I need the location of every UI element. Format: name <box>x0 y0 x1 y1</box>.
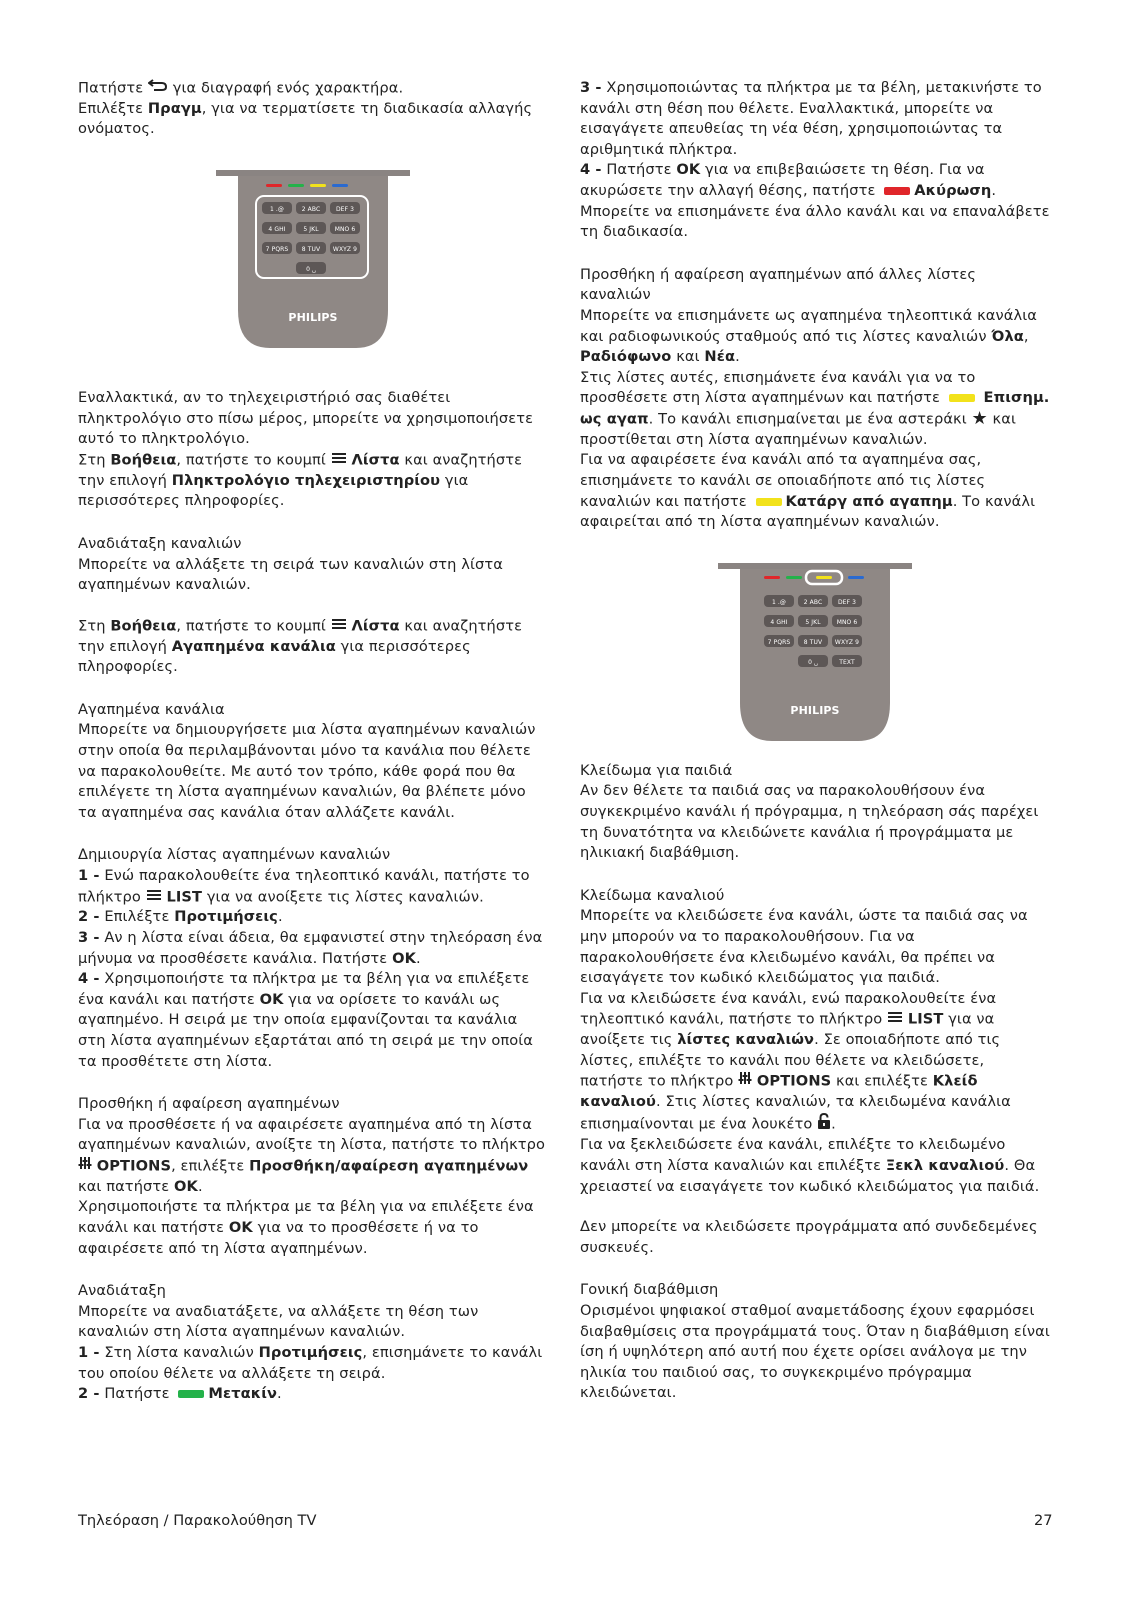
list-icon <box>331 616 347 637</box>
remote-control-illustration <box>718 563 912 743</box>
term: OK <box>259 990 284 1008</box>
text: , πατήστε το κουμπί <box>176 617 326 635</box>
text: και πατήστε <box>78 1177 170 1195</box>
step <box>78 969 548 1072</box>
text: Πατήστε <box>104 1385 170 1403</box>
text: για να ορίσετε το κανάλι ως αγαπημένο. Η σειρά με την οποία εμφανίζονται τα κανάλια στη λίστα αγαπημένων εξαρτάται από τη σειρά με την οποία τα προσθέτετε στη λίστα. <box>78 990 534 1070</box>
paragraph <box>78 99 548 140</box>
key-label: WXYZ 9 <box>834 638 860 646</box>
text: . Στις λίστες καναλιών, τα κλειδωμένα κανάλια επισημαίνονται με ένα λουκέτο <box>580 1093 1011 1133</box>
paragraph <box>78 1115 548 1198</box>
step-number: 1 - <box>78 1344 100 1362</box>
yellow-key-icon <box>949 394 975 402</box>
step-number: 3 - <box>78 929 100 947</box>
text: . Σε οποιαδήποτε από τις λίστες, επιλέξτε το κανάλι που θέλετε να κλειδώσετε, πατήστε το πλήκτρο <box>580 1031 1001 1090</box>
list-icon <box>887 1009 903 1030</box>
key-label: 1 .@ <box>269 206 285 214</box>
term: OPTIONS <box>96 1157 172 1175</box>
step <box>78 1384 548 1405</box>
key-label: WXYZ 9 <box>332 246 358 254</box>
text: Για να κλειδώσετε ένα κανάλι, ενώ παρακολουθείτε ένα τηλεοπτικό κανάλι, πατήστε το πλήκτρο <box>580 989 997 1028</box>
section-heading: Αγαπημένα κανάλια <box>78 700 225 718</box>
options-icon <box>78 1156 92 1177</box>
text: και αναζητήστε την επιλογή <box>78 451 523 489</box>
term: Πληκτρολόγιο τηλεχειριστηρίου <box>171 471 441 489</box>
text: , επιλέξτε <box>171 1157 245 1175</box>
brand-logo: PHILIPS <box>288 311 338 325</box>
paragraph: Ορισμένοι ψηφιακοί σταθμοί αναμετάδοσης έχουν εφαρμόσει διαβαθμίσεις στα προγράμματά τους. Όταν η διαβάθμιση είναι ίση ή υψηλότερη από αυτή που έχετε ορίσει ανάλογα με την ηλικία του παιδιού σας, το συγκεκριμένο πρόγραμμα κλειδώνεται. <box>580 1302 1050 1402</box>
step <box>78 1343 548 1384</box>
key-label: 8 TUV <box>301 246 321 254</box>
text: για περισσότερες πληροφορίες. <box>78 637 471 676</box>
term: Λίστα <box>351 617 400 635</box>
step-number: 2 - <box>78 908 100 926</box>
section-heading: Κλείδωμα για παιδιά <box>580 761 733 779</box>
paragraph: Εναλλακτικά, αν το τηλεχειριστήριό σας διαθέτει πληκτρολόγιο στο πίσω μέρος, μπορείτε να χρησιμοποιήσετε αυτό το πληκτρολόγιο. <box>78 389 534 448</box>
remote-control-illustration <box>216 170 410 350</box>
text: και <box>676 348 700 366</box>
text: για να ανοίξετε τις <box>580 1010 995 1049</box>
footer-section-title: Τηλεόραση / Παρακολούθηση TV <box>78 1512 317 1529</box>
key-label: 1 .@ <box>771 598 787 606</box>
text: . Θα χρειαστεί να εισαγάγετε τον κωδικό κλειδώματος για παιδιά. <box>580 1157 1040 1195</box>
paragraph: Μπορείτε να κλειδώσετε ένα κανάλι, ώστε τα παιδιά σας να μην μπορούν να το παρακολουθήσουν. Για να παρακολουθήσετε ένα κλειδωμένο κανάλι, θα πρέπει να εισαγάγετε τον κωδικό κλειδώματος για παιδιά. <box>580 907 1028 987</box>
paragraph: Αν δεν θέλετε τα παιδιά σας να παρακολουθήσουν ένα συγκεκριμένο κανάλι ή πρόγραμμα, η τηλεόραση σάς παρέχει τη δυνατότητα να κλειδώνετε κανάλια ή προγράμματα με ηλικιακή διαβάθμιση. <box>580 782 1039 862</box>
term: Ξεκλ καναλιού <box>885 1157 1005 1175</box>
text: . <box>197 1177 203 1195</box>
section-heading: Προσθήκη ή αφαίρεση αγαπημένων από άλλες λίστες καναλιών <box>580 265 977 304</box>
text: , για να τερματίσετε τη διαδικασία αλλαγής ονόματος. <box>78 99 533 138</box>
term: Βοήθεια <box>110 617 177 635</box>
brand-logo: PHILIPS <box>790 703 840 717</box>
step-number: 2 - <box>78 1385 100 1403</box>
paragraph <box>580 306 1050 368</box>
text: Αν η λίστα είναι άδεια, θα εμφανιστεί στην τηλεόραση ένα μήνυμα να προσθέσετε κανάλια. Πατήστε <box>78 929 543 967</box>
text: και προστίθεται στη λίστα αγαπημένων καναλιών. <box>580 410 1016 448</box>
term: Προτιμήσεις <box>258 1344 363 1362</box>
key-label: TEXT <box>839 658 855 666</box>
list-icon <box>331 450 347 471</box>
step <box>78 907 548 928</box>
paragraph <box>78 78 548 99</box>
paragraph <box>580 368 1050 451</box>
text: Μπορείτε να επισημάνετε ως αγαπημένα τηλεοπτικά κανάλια και ραδιοφωνικούς σταθμούς από τις λίστες καναλιών <box>580 306 1037 345</box>
section-heading: Αναδιάταξη <box>78 1282 167 1300</box>
key-label: 2 ABC <box>301 206 321 214</box>
text: για περισσότερες πληροφορίες. <box>78 471 469 510</box>
term: OK <box>228 1219 253 1237</box>
term: Πραγμ <box>147 99 202 117</box>
text: Χρησιμοποιώντας τα πλήκτρα με τα βέλη, μετακινήστε το κανάλι στη θέση που θέλετε. Εναλλακτικά, μπορείτε να εισαγάγετε απευθείας τη νέα θέση, χρησιμοποιώντας τα αριθμητικά πλήκτρα. <box>580 79 1042 158</box>
paragraph: Μπορείτε να αλλάξετε τη σειρά των καναλιών στη λίστα αγαπημένων καναλιών. <box>78 555 503 594</box>
paragraph <box>580 989 1050 1136</box>
paragraph: Μπορείτε να αναδιατάξετε, να αλλάξετε τη θέση των καναλιών στη λίστα αγαπημένων καναλιών. <box>78 1302 479 1341</box>
section-heading: Γονική διαβάθμιση <box>580 1281 719 1299</box>
green-key-icon <box>178 1390 204 1398</box>
text: Για να αφαιρέσετε ένα κανάλι από τα αγαπημένα σας, επισημάνετε το κανάλι σε οποιαδήποτε από τις λίστες καναλιών και πατήστε <box>580 451 986 510</box>
paragraph: Μπορείτε να δημιουργήσετε μια λίστα αγαπημένων καναλιών στην οποία θα περιλαμβάνονται μόνο τα κανάλια που θέλετε να παρακολουθείτε. Με αυτό τον τρόπο, κάθε φορά που θα επιλέγετε τη λίστα αγαπημένων καναλιών, θα βλέπετε μόνο τα αγαπημένα σας κανάλια όταν αλλάζετε κανάλι. <box>78 721 536 821</box>
text: Στη <box>78 617 106 635</box>
right-column <box>580 78 1050 1404</box>
key-label: 0 ␣ <box>808 658 818 666</box>
text: . <box>831 1115 836 1133</box>
text: Πατήστε <box>606 161 672 179</box>
text: , επισημάνετε το κανάλι του οποίου θέλετε να αλλάξετε τη σειρά. <box>78 1344 543 1382</box>
back-icon <box>148 78 168 99</box>
paragraph <box>78 450 548 512</box>
text: . Το κανάλι αφαιρείται από τη λίστα αγαπημένων καναλιών. <box>580 492 1036 531</box>
key-label: 7 PQRS <box>265 246 289 254</box>
term: λίστες καναλιών <box>677 1031 815 1049</box>
term: LIST <box>166 887 203 905</box>
text: . <box>735 348 740 366</box>
term: Ακύρωση <box>914 181 992 199</box>
key-label: 5 JKL <box>303 226 319 234</box>
text: Ενώ παρακολουθείτε ένα τηλεοπτικό κανάλι, πατήστε το πλήκτρο <box>78 866 530 905</box>
paragraph: Δεν μπορείτε να κλειδώσετε προγράμματα από συνδεδεμένες συσκευές. <box>580 1218 1038 1256</box>
list-icon <box>146 887 162 908</box>
section-heading: Κλείδωμα καναλιού <box>580 886 725 904</box>
text: και επιλέξτε <box>836 1072 928 1090</box>
key-label: 2 ABC <box>803 598 823 606</box>
left-column <box>78 78 548 1405</box>
key-label: MNO 6 <box>836 618 858 626</box>
text: Επιλέξτε <box>104 908 170 926</box>
step <box>78 866 548 907</box>
key-label: 7 PQRS <box>767 638 791 646</box>
text: για να επιβεβαιώσετε τη θέση. Για να ακυρώσετε την αλλαγή θέσης, πατήστε <box>580 161 985 199</box>
term: Προτιμήσεις <box>174 908 278 926</box>
term: OK <box>392 949 416 967</box>
step <box>580 78 1050 160</box>
text: . <box>415 949 421 967</box>
term: Λίστα <box>351 451 400 469</box>
section-heading: Αναδιάταξη καναλιών <box>78 534 242 552</box>
text: , <box>1023 327 1029 345</box>
text: Στις λίστες αυτές, επισημάνετε ένα κανάλι για να το προσθέσετε στη λίστα αγαπημένων και πατήστε <box>580 368 976 407</box>
step-number: 3 - <box>580 79 602 96</box>
key-label: 0 ␣ <box>306 266 316 274</box>
text: Επιλέξτε <box>78 99 144 117</box>
step-number: 4 - <box>580 161 602 179</box>
key-label: 4 GHI <box>268 226 286 234</box>
term: OPTIONS <box>756 1072 832 1090</box>
section-heading: Δημιουργία λίστας αγαπημένων καναλιών <box>78 846 391 864</box>
term: Όλα <box>991 327 1024 345</box>
page-number: 27 <box>1034 1512 1053 1529</box>
red-key-icon <box>884 187 910 195</box>
text: και αναζητήστε την επιλογή <box>78 617 523 655</box>
term: Ραδιόφωνο <box>580 348 672 366</box>
text: Για να προσθέσετε ή να αφαιρέσετε αγαπημένα από τη λίστα αγαπημένων καναλιών, ανοίξτε τη λίστα, πατήστε το πλήκτρο <box>78 1115 546 1154</box>
term: Προσθήκη/αφαίρεση αγαπημένων <box>249 1157 529 1175</box>
section-heading: Προσθήκη ή αφαίρεση αγαπημένων <box>78 1095 340 1113</box>
term: LIST <box>907 1010 944 1028</box>
text: για να το προσθέσετε ή να το αφαιρέσετε από τη λίστα αγαπημένων. <box>78 1219 479 1257</box>
text: Πατήστε <box>78 79 144 97</box>
paragraph <box>580 450 1050 532</box>
text: Χρησιμοποιήστε τα πλήκτρα με τα βέλη για να επιλέξετε ένα κανάλι και πατήστε <box>78 970 530 1008</box>
key-label: 8 TUV <box>803 638 823 646</box>
text: Στη <box>78 451 106 469</box>
padlock-icon <box>817 1113 831 1136</box>
options-icon <box>738 1071 752 1092</box>
text: . <box>277 1385 282 1403</box>
paragraph <box>78 616 548 678</box>
term: OK <box>676 161 701 179</box>
term: Νέα <box>704 348 736 366</box>
text: . <box>277 908 283 926</box>
text: για να ανοίξετε τις λίστες καναλιών. <box>206 887 484 905</box>
text: για διαγραφή ενός χαρακτήρα. <box>172 79 404 97</box>
term: Επισημ. ως αγαπ <box>580 389 1050 428</box>
text: Χρησιμοποιήστε τα πλήκτρα με τα βέλη για να επιλέξετε ένα κανάλι και πατήστε <box>78 1198 534 1237</box>
text: . Το κανάλι επισημαίνεται με ένα αστεράκι <box>648 410 967 428</box>
step <box>78 928 548 969</box>
key-label: DEF 3 <box>837 598 857 606</box>
key-label: MNO 6 <box>334 226 356 234</box>
text: . <box>991 181 997 199</box>
key-label: 5 JKL <box>805 618 821 626</box>
key-label: 4 GHI <box>770 618 788 626</box>
text: , πατήστε το κουμπί <box>176 451 326 469</box>
yellow-key-icon <box>756 498 782 506</box>
term: Βοήθεια <box>110 451 177 469</box>
paragraph: Μπορείτε να επισημάνετε ένα άλλο κανάλι και να επαναλάβετε τη διαδικασία. <box>580 202 1050 241</box>
term: Μετακίν <box>208 1385 278 1403</box>
step <box>580 160 1050 201</box>
term: OK <box>174 1177 198 1195</box>
step-number: 1 - <box>78 866 100 884</box>
key-label: DEF 3 <box>335 206 355 214</box>
star-icon: ★ <box>971 407 988 429</box>
term: Κατάργ από αγαπημ <box>785 492 953 510</box>
text: Στη λίστα καναλιών <box>104 1344 254 1362</box>
term: Κλείδ καναλιού <box>580 1072 978 1111</box>
step-number: 4 - <box>78 970 100 988</box>
paragraph <box>78 1197 548 1259</box>
paragraph <box>580 1135 1050 1197</box>
text: Για να ξεκλειδώσετε ένα κανάλι, επιλέξτε το κλειδωμένο κανάλι στη λίστα καναλιών και επιλέξτε <box>580 1136 1006 1175</box>
term: Αγαπημένα κανάλια <box>171 637 336 655</box>
